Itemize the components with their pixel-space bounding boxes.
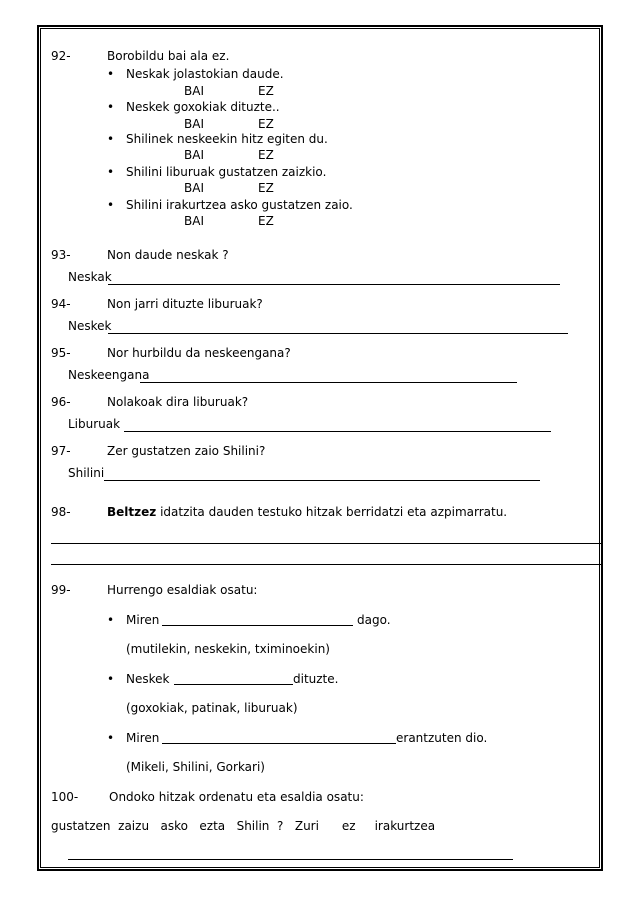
q94-prompt: Non jarri dituzte liburuak? <box>107 297 263 311</box>
q92-item-3-yes[interactable]: BAI <box>184 148 204 162</box>
q99-item-3-blank[interactable] <box>162 743 396 744</box>
q95-answer-line[interactable] <box>140 382 517 383</box>
q96-number: 96- <box>51 395 71 409</box>
q92-prompt: Borobildu bai ala ez. <box>107 49 230 63</box>
q95-number: 95- <box>51 346 71 360</box>
q99-item-3-options: (Mikeli, Shilini, Gorkari) <box>126 760 265 774</box>
q93-number: 93- <box>51 248 71 262</box>
q92-number: 92- <box>51 49 71 63</box>
q92-item-1: • Neskak jolastokian daude. <box>126 67 284 81</box>
q98-prompt <box>107 505 507 519</box>
q92-item-4-no[interactable]: EZ <box>258 181 274 195</box>
q99-item-1-before: • Miren <box>126 613 159 627</box>
q98-number: 98- <box>51 505 71 519</box>
q93-answer-label: Neskak <box>68 270 112 284</box>
q99-item-3-before: • Miren <box>126 731 159 745</box>
q97-prompt: Zer gustatzen zaio Shilini? <box>107 444 266 458</box>
q100-prompt: Ondoko hitzak ordenatu eta esaldia osatu: <box>109 790 364 804</box>
q92-item-4-yes[interactable]: BAI <box>184 181 204 195</box>
q94-answer-line[interactable] <box>108 333 568 334</box>
q92-item-2-no[interactable]: EZ <box>258 117 274 131</box>
q94-number: 94- <box>51 297 71 311</box>
q99-item-2-before: • Neskek <box>126 672 169 686</box>
q99-item-1-blank[interactable] <box>162 625 353 626</box>
q92-item-3: • Shilinek neskeekin hitz egiten du. <box>126 132 328 146</box>
q92-item-5-yes[interactable]: BAI <box>184 214 204 228</box>
q96-answer-label: Liburuak <box>68 417 121 431</box>
q96-prompt: Nolakoak dira liburuak? <box>107 395 249 409</box>
q97-number: 97- <box>51 444 71 458</box>
q92-item-1-no[interactable]: EZ <box>258 84 274 98</box>
q99-item-2-blank[interactable] <box>174 684 293 685</box>
q92-item-2-yes[interactable]: BAI <box>184 117 204 131</box>
q99-number: 99- <box>51 583 71 597</box>
q95-answer-label: Neskeengana <box>68 368 150 382</box>
q93-answer-line[interactable] <box>108 284 560 285</box>
q99-prompt: Hurrengo esaldiak osatu: <box>107 583 258 597</box>
q99-item-1-after: dago. <box>357 613 391 627</box>
q92-item-3-no[interactable]: EZ <box>258 148 274 162</box>
q97-answer-line[interactable] <box>104 480 540 481</box>
q96-answer-line[interactable] <box>124 431 551 432</box>
q99-item-3-after: erantzuten dio. <box>396 731 488 745</box>
q92-item-4: • Shilini liburuak gustatzen zaizkio. <box>126 165 326 179</box>
q92-item-5-no[interactable]: EZ <box>258 214 274 228</box>
q98-prompt-bold: Beltzez <box>107 505 157 519</box>
q100-answer-line[interactable] <box>68 859 513 860</box>
q99-item-2-options: (goxokiak, patinak, liburuak) <box>126 701 298 715</box>
q100-words: gustatzen zaizu asko ezta Shilin ? Zuri ez irakurtzea <box>51 819 436 833</box>
q93-prompt: Non daude neskak ? <box>107 248 229 262</box>
q92-item-1-yes[interactable]: BAI <box>184 84 204 98</box>
q97-answer-label: Shilini <box>68 466 105 480</box>
q95-prompt: Nor hurbildu da neskeengana? <box>107 346 291 360</box>
q92-item-5: • Shilini irakurtzea asko gustatzen zaio. <box>126 198 353 212</box>
q98-answer-line-1[interactable] <box>51 543 603 544</box>
q98-answer-line-2[interactable] <box>51 564 603 565</box>
q92-item-2: • Neskek goxokiak dituzte.. <box>126 100 280 114</box>
q98-prompt-rest: idatzita dauden testuko hitzak berridatzi eta azpimarratu. <box>156 505 508 519</box>
q94-answer-label: Neskek <box>68 319 112 333</box>
q99-item-1-options: (mutilekin, neskekin, tximinoekin) <box>126 642 330 656</box>
q100-number: 100- <box>51 790 79 804</box>
q99-item-2-after: dituzte. <box>293 672 339 686</box>
